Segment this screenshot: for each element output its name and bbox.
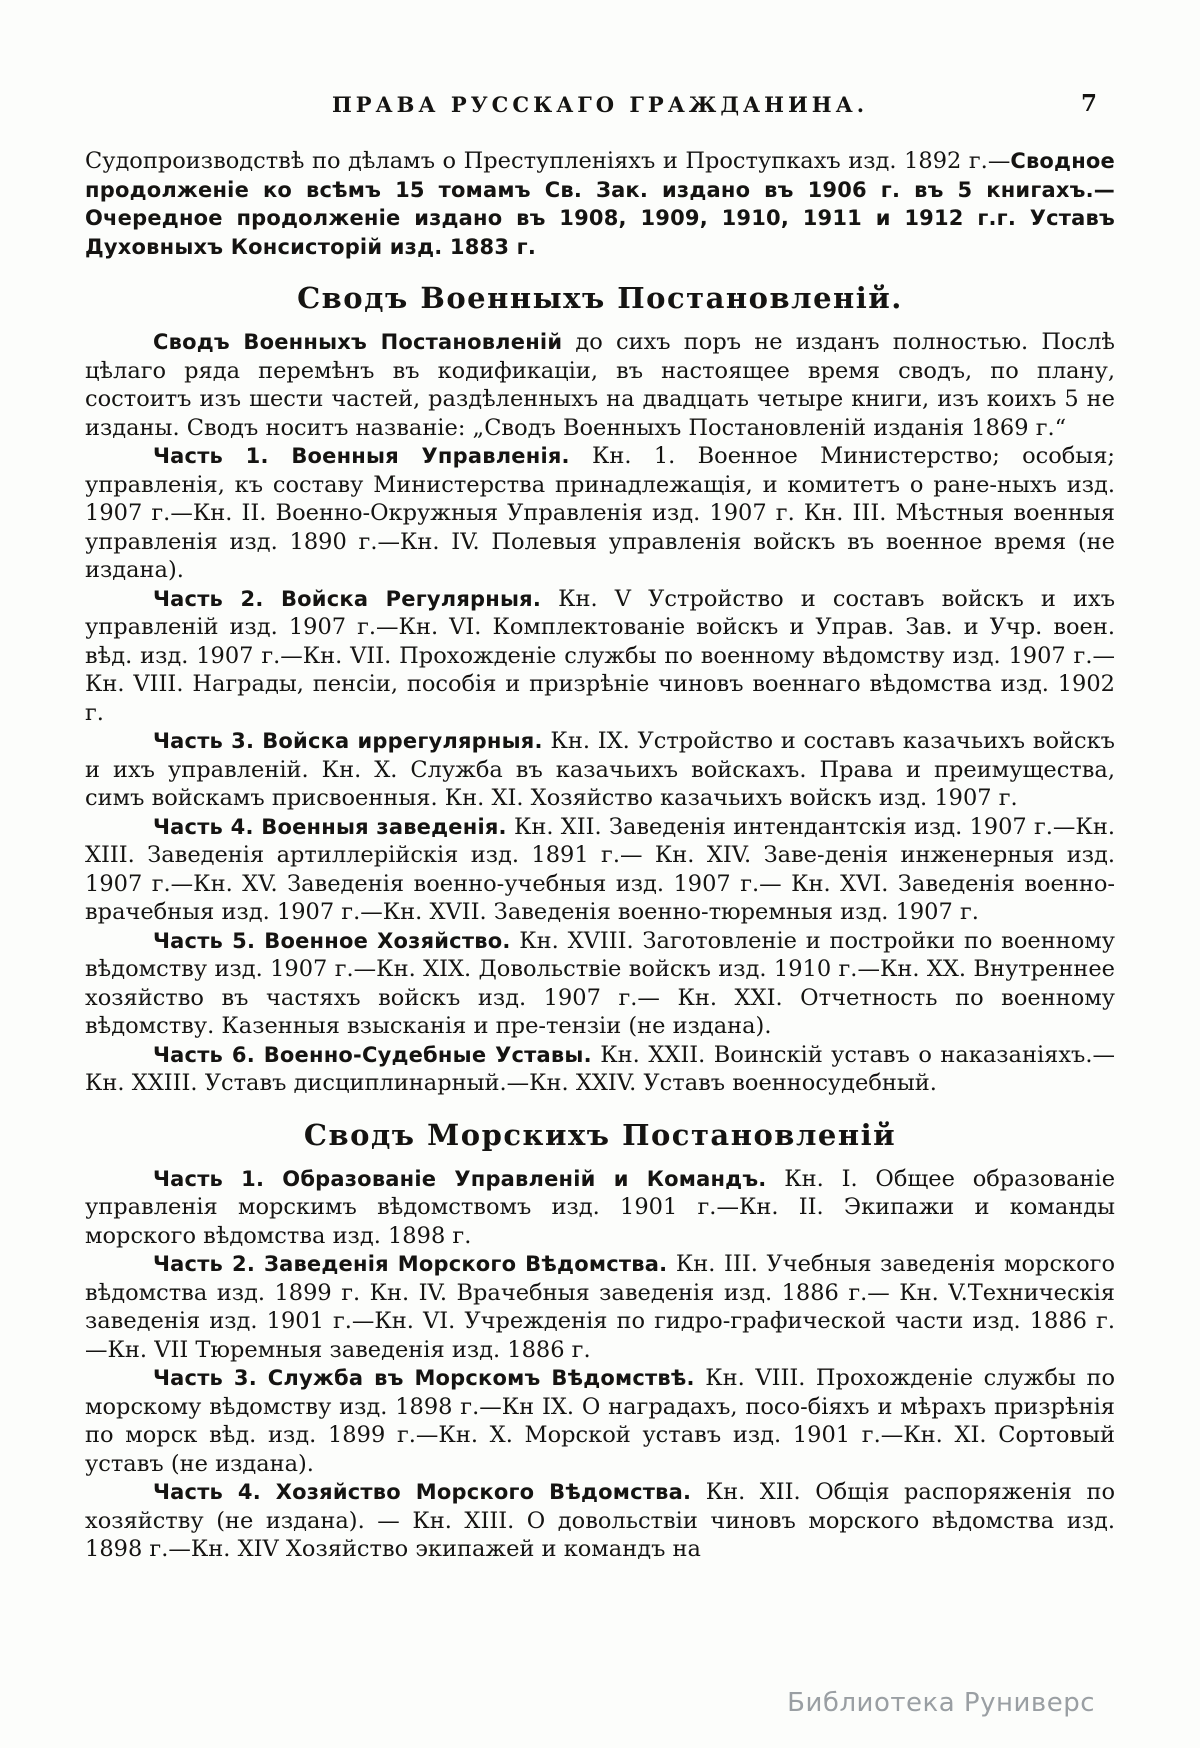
paragraph-text: Кн. VIII. Прохожденіе службы по морскому вѣдомству изд. 1898 г.—Кн IX. О наградахъ, посо-біяхъ и мѣрахъ призрѣнія по морск вѣд. изд. 1899 г.—Кн. X. Морской уставъ изд. 1901 г.—Кн. XI. Сортовый уставъ (не издана). <box>85 1365 1115 1477</box>
paragraph-lead: Часть 4. Военныя заведенія. <box>153 814 507 839</box>
paragraph-text: Кн. V Устройство и составъ войскъ и ихъ управленій изд. 1907 г.—Кн. VI. Комплектованіе войскъ и Управ. Зав. и Учр. воен. вѣд. изд. 1907 г.—Кн. VII. Прохожденіе службы по военному вѣдомству изд. 1907 г.—Кн. VIII. Награды, пенсіи, пособія и призрѣніе чиновъ военнаго вѣдомства изд. 1902 г. <box>85 585 1116 726</box>
page-number: 7 <box>1080 90 1097 117</box>
paragraph-lead: Часть 3. Служба въ Морскомъ Вѣдомствѣ. <box>153 1366 695 1391</box>
paragraph-lead: Часть 2. Войска Регулярныя. <box>153 586 542 611</box>
paragraph-text: Кн. 1. Военное Министерство; особыя; управленія, къ составу Министерства принадлежащія, и комитетъ о ране-ныхъ изд. 1907 г.—Кн. II. Военно-Окружныя Управленія изд. 1907 г. Кн. III. Мѣстныя военныя управленія изд. 1890 г.—Кн. IV. Полевыя управленія войскъ въ военное время (не издана). <box>85 443 1115 584</box>
section-heading-naval: Сводъ Морскихъ Постановленій <box>303 1117 897 1152</box>
paragraph-military-part6 <box>85 1041 1115 1098</box>
page-header <box>85 92 1115 117</box>
paragraph-lead: Сводъ Военныхъ Постановленій <box>153 330 563 355</box>
paragraph-military-part1 <box>85 442 1115 585</box>
paragraph-text: Кн. I. Общее образованіе управленія морскимъ вѣдомствомъ изд. 1901 г.—Кн. II. Экипажи и команды морского вѣдомства изд. 1898 г. <box>85 1165 1116 1249</box>
paragraph-text: Кн. IX. Устройство и составъ казачьихъ войскъ и ихъ управленій. Кн. X. Служба въ казачьихъ войскахъ. Права и преимущества, симъ войскамъ присвоенныя. Кн. XI. Хозяйство казачьихъ войскъ изд. 1907 г. <box>85 728 1115 812</box>
paragraph-text: Кн. XII. Общія распоряженія по хозяйству (не издана). — Кн. XIII. О довольствіи чиновъ морского вѣдомства изд. 1898 г.—Кн. XIV Хозяйство экипажей и командъ на <box>85 1479 1116 1563</box>
paragraph-lead: Часть 1. Военныя Управленія. <box>153 444 570 469</box>
intro-regular-text: Судопроизводствѣ по дѣламъ о Преступленіяхъ и Проступкахъ изд. 1892 г.— <box>85 148 1011 174</box>
section-heading-military: Сводъ Военныхъ Постановленій. <box>297 281 903 316</box>
running-title: ПРАВА РУССКАГО ГРАЖДАНИНА. <box>331 92 869 117</box>
paragraph-lead: Часть 4. Хозяйство Морского Вѣдомства. <box>153 1480 692 1505</box>
paragraph-lead: Часть 5. Военное Хозяйство. <box>153 928 511 953</box>
paragraph-naval-part3 <box>85 1364 1115 1478</box>
paragraph-text: до сихъ поръ не изданъ полностью. Послѣ цѣлаго ряда перемѣнъ въ кодификаціи, въ настоящее время сводъ, по плану, состоитъ изъ шести частей, раздѣленныхъ на двадцать четыре книги, изъ коихъ 5 не изданы. Сводъ носитъ названіе: „Сводъ Военныхъ Постановленій изданія 1869 г.“ <box>85 329 1115 441</box>
paragraph-lead: Часть 2. Заведенія Морского Вѣдомства. <box>153 1252 668 1277</box>
paragraph-lead: Часть 6. Военно-Судебные Уставы. <box>153 1042 592 1067</box>
paragraph-text: Кн. III. Учебныя заведенія морского вѣдомства изд. 1899 г. Кн. IV. Врачебныя заведенія изд. 1886 г.— Кн. V.Техническія заведенія изд. 1901 г.—Кн. VI. Учрежденія по гидро-графической части изд. 1886 г.—Кн. VII Тюремныя заведенія изд. 1886 г. <box>85 1251 1115 1363</box>
paragraph-military-overview <box>85 328 1115 442</box>
paragraph-text: Кн. XXII. Воинскій уставъ о наказаніяхъ.—Кн. XXIII. Уставъ дисциплинарный.—Кн. XXIV. Уставъ военносудебный. <box>85 1041 1116 1097</box>
paragraph-naval-part4 <box>85 1478 1115 1564</box>
paragraph-text: Кн. XVIII. Заготовленіе и постройки по военному вѣдомству изд. 1907 г.—Кн. XIX. Довольствіе войскъ изд. 1910 г.—Кн. XX. Внутреннее хозяйство въ частяхъ войскъ изд. 1907 г.— Кн. XXI. Отчетность по военному вѣдомству. Казенныя взысканія и пре-тензіи (не издана). <box>85 927 1115 1040</box>
paragraph-text: Кн. XII. Заведенія интендантскія изд. 1907 г.—Кн. XIII. Заведенія артиллерійскія изд. 1891 г.— Кн. XIV. Заве-денія инженерныя изд. 1907 г.—Кн. XV. Заведенія военно-учебныя изд. 1907 г.— Кн. XVI. Заведенія военно-врачебныя изд. 1907 г.—Кн. XVII. Заведенія военно-тюремныя изд. 1907 г. <box>85 813 1115 926</box>
paragraph-naval-part2 <box>85 1250 1115 1364</box>
intro-paragraph <box>85 147 1115 261</box>
paragraph-military-part5 <box>85 927 1115 1041</box>
paragraph-military-part2 <box>85 585 1115 728</box>
paragraph-military-part4 <box>85 813 1115 927</box>
paragraph-lead: Часть 1. Образованіе Управленій и Командъ. <box>153 1166 767 1191</box>
paragraph-naval-part1 <box>85 1165 1115 1251</box>
library-watermark: Библиотека Руниверс <box>787 1688 1095 1718</box>
paragraph-military-part3 <box>85 727 1115 813</box>
intro-bold-text: Сводное продолженіе ко всѣмъ 15 томамъ Св. Зак. издано въ 1906 г. въ 5 книгахъ.—Очередное продолженіе издано въ 1908, 1909, 1910, 1911 и 1912 г.г. Уставъ Духовныхъ Консисторій изд. 1883 г. <box>85 149 1115 259</box>
paragraph-lead: Часть 3. Войска иррегулярныя. <box>153 729 543 754</box>
